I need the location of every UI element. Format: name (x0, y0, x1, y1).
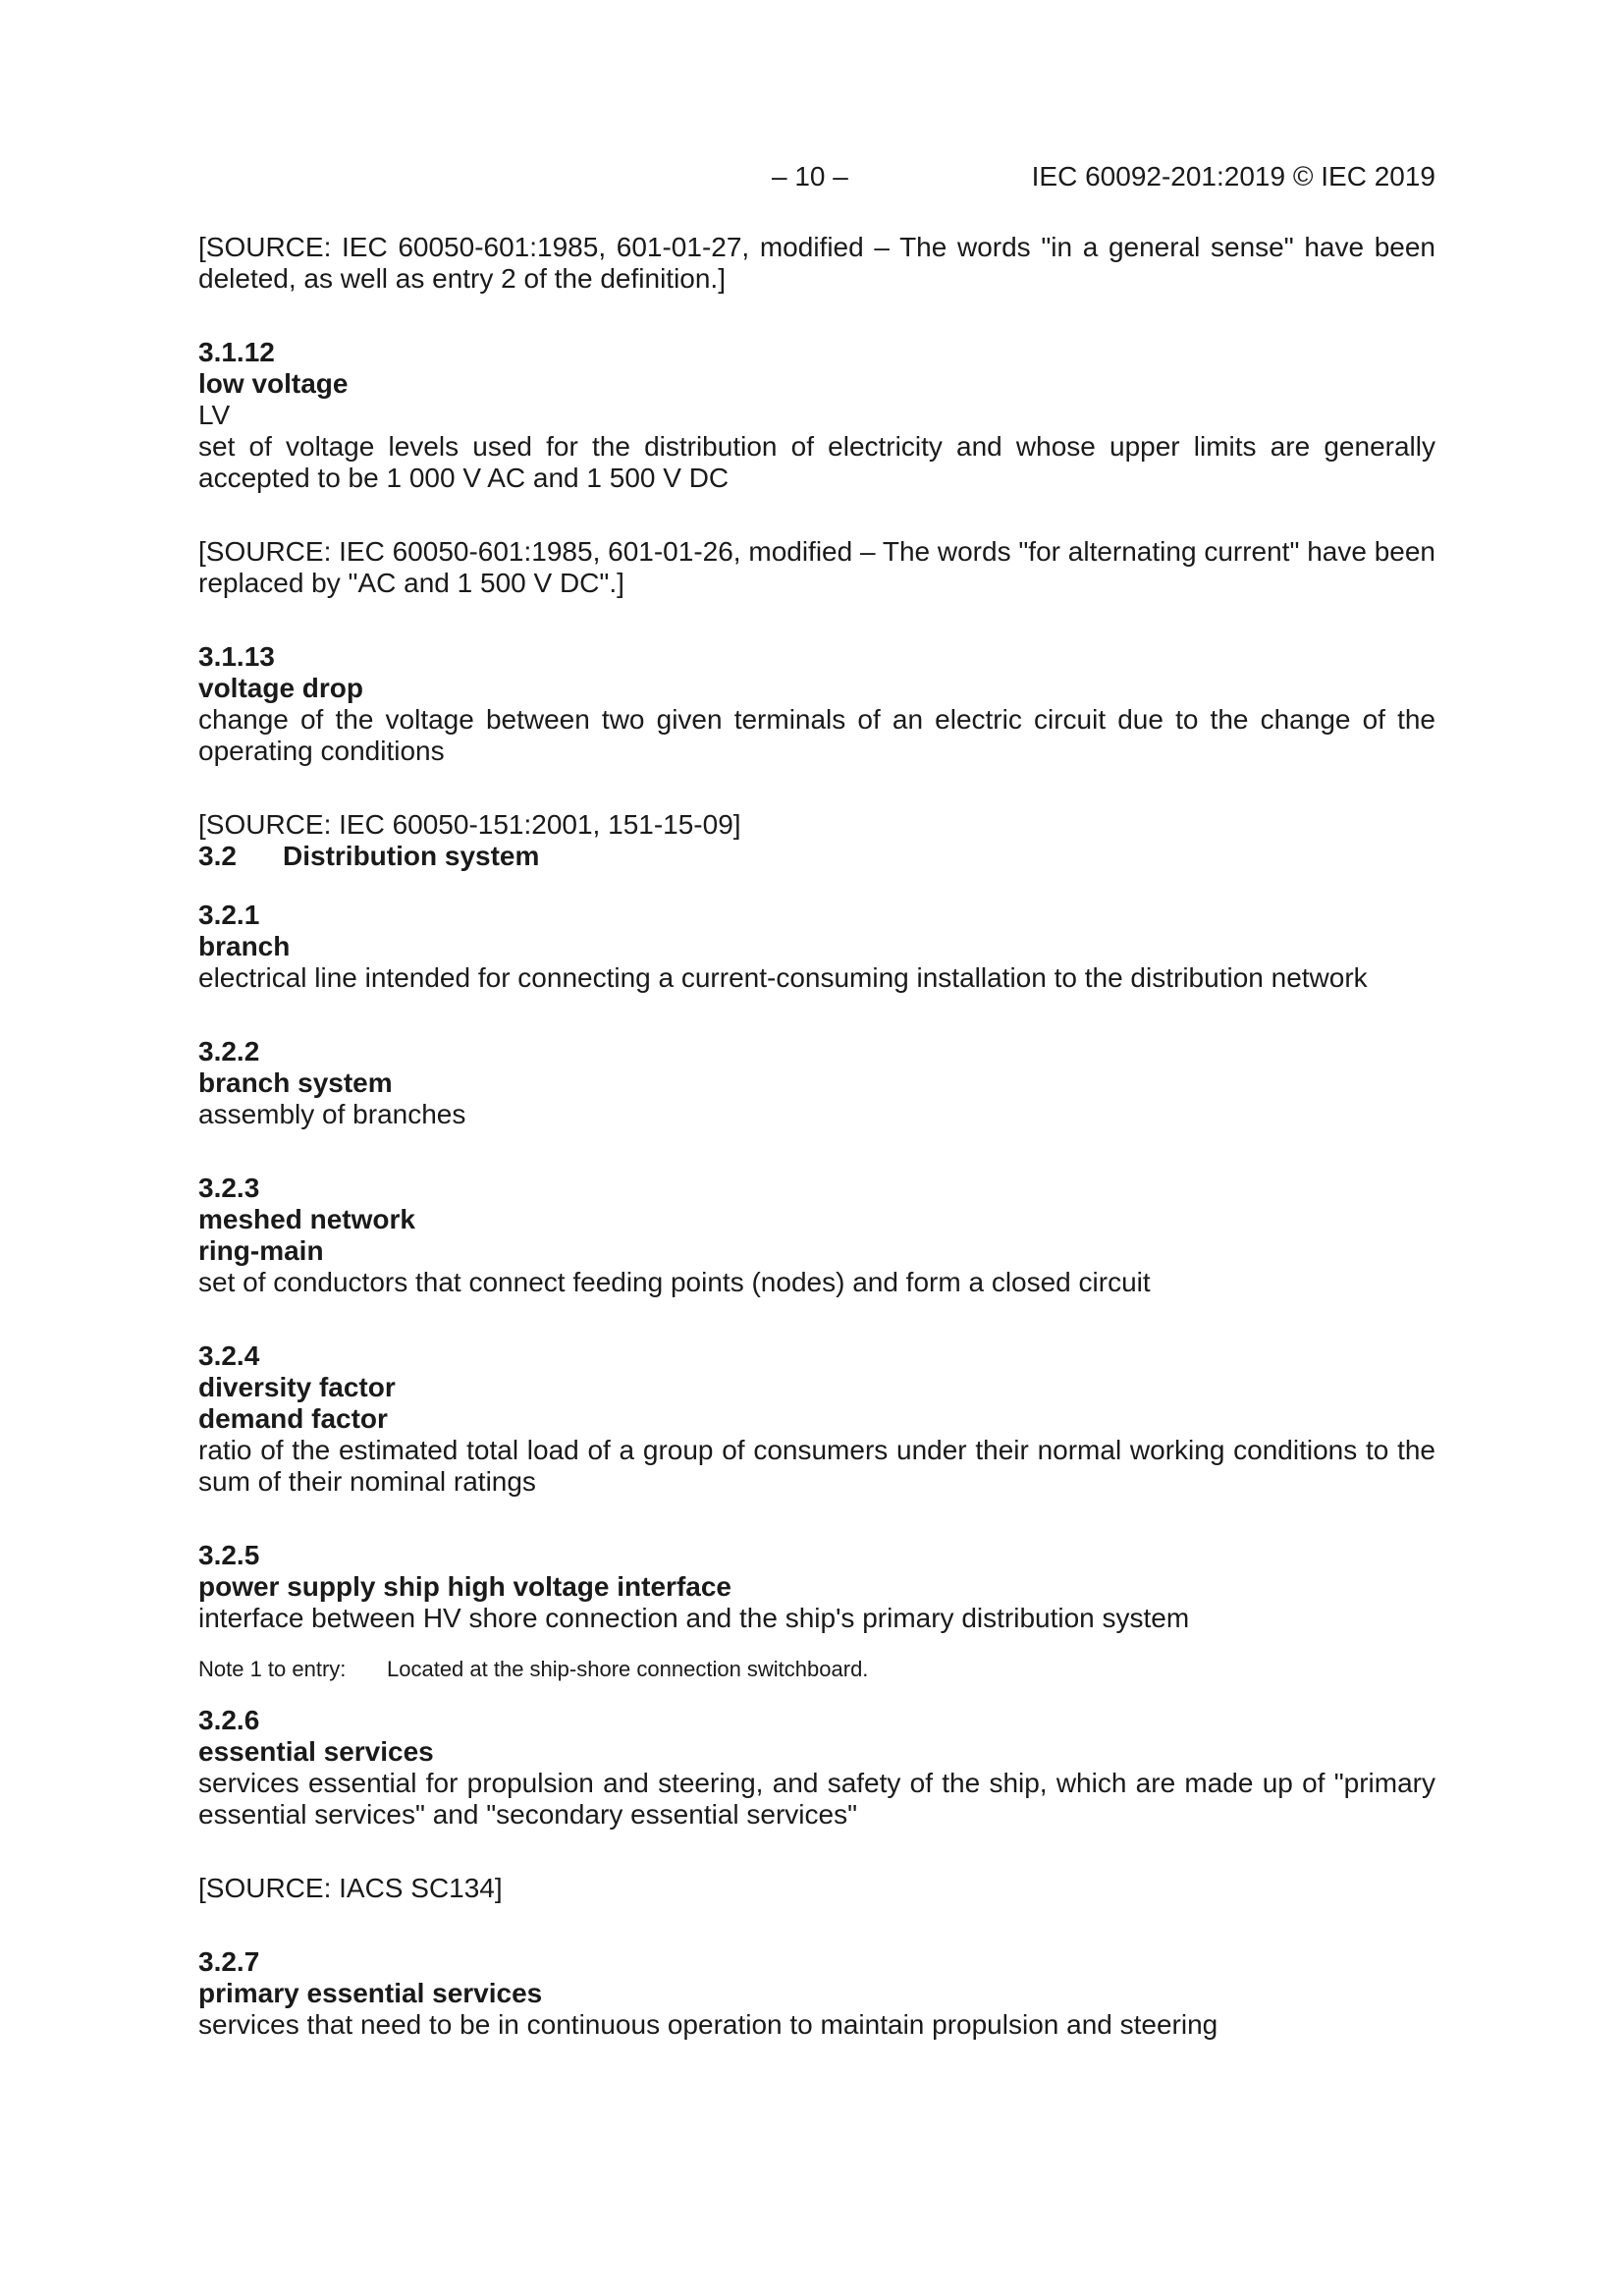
page-header (198, 157, 1435, 196)
term-definition: set of voltage levels used for the distribution of electricity and whose upper limits are generally accepted to be 1 000 V AC and 1 500 V DC (198, 431, 1435, 493)
term-number: 3.2.7 (198, 1946, 260, 1977)
term-definition: services that need to be in continuous operation to maintain propulsion and steering (198, 2009, 1218, 2040)
term-name: meshed network (198, 1204, 415, 1234)
term-number: 3.2.1 (198, 900, 260, 930)
page-content (198, 232, 1435, 2041)
note-label: Note 1 to entry: (198, 1657, 347, 1681)
term-name: diversity factor (198, 1372, 396, 1402)
term-definition: services essential for propulsion and steering, and safety of the ship, which are made up of "primary essential services" and "secondary essential services" (198, 1768, 1435, 1830)
term-synonym: ring-main (198, 1235, 324, 1266)
note-text: Located at the ship-shore connection switchboard. (387, 1657, 869, 1681)
term-entry-3-1-12 (198, 337, 1435, 599)
term-definition: electrical line intended for connecting a current-consuming installation to the distribution network (198, 962, 1368, 993)
page-number: – 10 – (772, 161, 848, 191)
term-definition: set of conductors that connect feeding points (nodes) and form a closed circuit (198, 1267, 1151, 1297)
term-source: [SOURCE: IACS SC134] (198, 1873, 503, 1903)
term-name: power supply ship high voltage interface (198, 1571, 731, 1602)
term-number: 3.2.2 (198, 1036, 260, 1066)
term-entry-3-2-6 (198, 1705, 1435, 1904)
term-definition: assembly of branches (198, 1099, 466, 1129)
term-synonym: demand factor (198, 1403, 388, 1434)
opening-source-note: [SOURCE: IEC 60050-601:1985, 601-01-27, modified – The words "in a general sense" have been deleted, as well as entry 2 of the definition.] (198, 232, 1435, 294)
term-number: 3.2.5 (198, 1540, 260, 1570)
term-entry-3-2-5 (198, 1540, 1435, 1683)
term-source: [SOURCE: IEC 60050-601:1985, 601-01-26, modified – The words "for alternating current" have been replaced by "AC and 1 500 V DC".] (198, 536, 1435, 598)
term-definition: change of the voltage between two given terminals of an electric circuit due to the change of the operating conditions (198, 704, 1435, 766)
term-entry-3-1-13 (198, 641, 1435, 841)
term-number: 3.1.12 (198, 337, 275, 367)
term-definition: ratio of the estimated total load of a group of consumers under their normal working conditions to the sum of their nominal ratings (198, 1435, 1435, 1497)
term-entry-3-2-4 (198, 1340, 1435, 1498)
document-reference: IEC 60092-201:2019 © IEC 2019 (1031, 161, 1435, 191)
term-number: 3.2.6 (198, 1705, 260, 1735)
term-source: [SOURCE: IEC 60050-151:2001, 151-15-09] (198, 809, 741, 840)
term-entry-3-2-3 (198, 1173, 1435, 1298)
term-number: 3.1.13 (198, 641, 275, 672)
term-definition: interface between HV shore connection and the ship's primary distribution system (198, 1603, 1190, 1633)
section-title: Distribution system (283, 841, 540, 871)
term-name: essential services (198, 1736, 434, 1767)
section-number: 3.2 (198, 841, 237, 871)
term-entry-3-2-7 (198, 1946, 1435, 2041)
term-name: low voltage (198, 368, 349, 399)
term-note (198, 1656, 1435, 1683)
term-number: 3.2.3 (198, 1173, 260, 1203)
section-heading-3-2 (198, 841, 1435, 872)
term-entry-3-2-1 (198, 900, 1435, 994)
term-abbreviation: LV (198, 400, 231, 430)
term-entry-3-2-2 (198, 1036, 1435, 1130)
term-name: branch system (198, 1067, 393, 1098)
term-name: primary essential services (198, 1978, 543, 2008)
term-name: branch (198, 931, 291, 961)
term-name: voltage drop (198, 673, 364, 703)
term-number: 3.2.4 (198, 1340, 260, 1371)
